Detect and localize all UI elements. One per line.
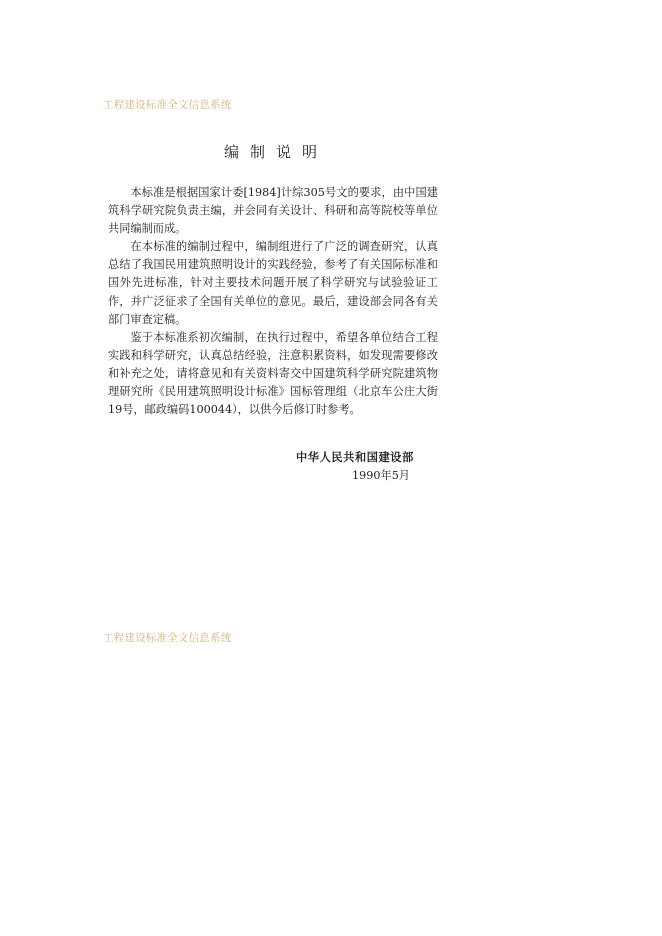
body-text: [108, 184, 438, 419]
paragraph-1: 本标准是根据国家计委[1984]计综305号文的要求，由中国建筑科学研究院负责主编，并会同有关设计、科研和高等院校等单位共同编制而成。: [108, 186, 438, 236]
watermark-bottom: 工程建设标准全文信息系统: [103, 632, 232, 644]
watermark-top: 工程建设标准全文信息系统: [103, 99, 232, 111]
signature-block: [296, 449, 414, 485]
paragraph-3: 鉴于本标准系初次编制，在执行过程中，希望各单位结合工程实践和科学研究，认真总结经验，注意积累资料，如发现需要修改和补充之处，请将意见和有关资料寄交中国建筑科学研究院建筑物理研究所《民用建筑照明设计标准》国标管理组（北京车公庄大街19号，邮政编码100044），以供今后修订时参考。: [108, 330, 438, 417]
paragraph-2: 在本标准的编制过程中，编制组进行了广泛的调查研究，认真总结了我国民用建筑照明设计的实践经验，参考了有关国际标准和国外先进标准，针对主要技术问题开展了科学研究与试验验证工作，并广泛征求了全国有关单位的意见。最后，建设部会同各有关部门审查定稿。: [108, 240, 438, 326]
issuing-organization: 中华人民共和国建设部: [296, 451, 414, 464]
issue-date: 1990年5月: [352, 469, 410, 482]
page-title: 编制说明: [224, 143, 329, 161]
